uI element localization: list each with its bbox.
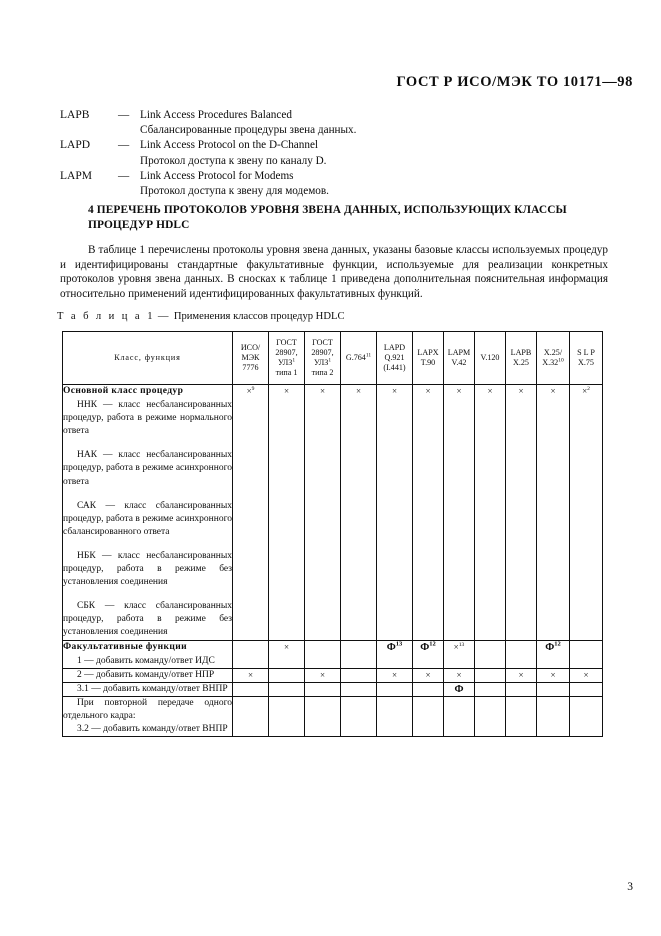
mark-glyph: × [518, 669, 524, 680]
column-header-gost-28907-type2 [305, 332, 341, 385]
cell-opt31-v120 [475, 682, 506, 696]
mark-glyph: × [283, 641, 290, 652]
mark-glyph: × [425, 669, 431, 680]
header-line: 28907, [311, 347, 334, 357]
cell-opt2-lapm-v42 [444, 668, 475, 682]
row-label-opt-32: 3.2 — добавить команду/ответ ВНПР [77, 724, 228, 735]
mark-glyph: × [283, 386, 290, 396]
header-superscript: 10 [558, 357, 564, 364]
mark-glyph: × [456, 386, 462, 396]
header-line: S L P [577, 347, 595, 357]
column-header-lapb-x25 [506, 332, 537, 385]
section-paragraph: В таблице 1 перечислены протоколы уровня звена данных, указаны базовые классы используемых процедур и идентифицированы стандартные факультативные функции, используемые для реализации конкретных протоколов уровня звена данных. В сносках к таблице 1 приведена дополнительная пояснительная информация относительно применений идентифицированных факультативных функций. [60, 244, 608, 300]
table-row [63, 640, 603, 668]
header-line: Класс, функция [114, 352, 181, 362]
cell-opt32-gost-type1 [269, 696, 305, 736]
header-line: X.75 [578, 358, 594, 367]
row-label-opt-32-lead: При повторной передаче одного отдельного кадра: [63, 697, 232, 721]
cell-cak-gost-type2 [305, 385, 341, 641]
cell-opt2-lapx-t90 [413, 668, 444, 682]
table-row [63, 668, 603, 682]
cell-opt32-x25-x32 [537, 696, 570, 736]
cell-opt1-lapb-x25 [506, 640, 537, 668]
cell-opt31-g764 [341, 682, 377, 696]
row-label-nbk: НБК — класс несбалансированных процедур, работа в режиме без установления соединения [63, 550, 232, 588]
abbreviation-english: Link Access Protocol on the D-Channel [140, 139, 319, 152]
cell-opt2-gost-type1 [269, 668, 305, 682]
mark-glyph: Ф [545, 641, 555, 653]
cell-opt2-lapb-x25 [506, 668, 537, 682]
cell-opt1-iso7776 [233, 640, 269, 668]
mark-glyph: × [518, 386, 524, 396]
column-header-lapx-t90 [413, 332, 444, 385]
cell-opt32-lapd-q921 [377, 696, 413, 736]
mark-glyph: × [391, 669, 398, 680]
column-header-class-function [63, 332, 233, 385]
standard-number-header: ГОСТ Р ИСО/МЭК ТО 10171—98 [396, 74, 633, 90]
abbreviation-term: LAPD [60, 139, 91, 152]
header-line [306, 358, 339, 368]
header-line: ГОСТ [276, 337, 297, 347]
column-header-g764 [341, 332, 377, 385]
cell-opt31-iso7776 [233, 682, 269, 696]
abbreviation-dash: — [118, 109, 130, 121]
cell-opt32-lapm-v42 [444, 696, 475, 736]
column-header-gost-28907-type1 [269, 332, 305, 385]
group-title: Факультативные функции [63, 641, 188, 652]
row-label-opt-31: 3.1 — добавить команду/ответ ВНПР [77, 683, 228, 694]
row-label-nnk: ННК — класс несбалансированных процедур, работа в режиме нормального ответа [63, 400, 232, 437]
column-header-lapm-v42 [444, 332, 475, 385]
mark-superscript: 12 [554, 640, 561, 647]
row-label-cak: САК — класс сбалансированных процедур, работа в режиме асинхронного сбалансированного ответа [63, 500, 232, 537]
table-header-row [63, 332, 603, 385]
row-label-optional-2 [63, 668, 233, 682]
mark-glyph: Ф [386, 641, 396, 653]
cell-opt1-lapm-v42 [444, 640, 475, 668]
mark-glyph: × [453, 641, 459, 652]
mark-glyph: × [319, 386, 326, 396]
header-line [270, 358, 303, 368]
header-line: 28907, [275, 347, 298, 357]
header-line: X.25/ [543, 347, 563, 357]
mark-superscript: 12 [429, 640, 436, 647]
header-text: X.32 [542, 358, 559, 367]
row-label-basic-classes [63, 385, 233, 641]
mark-superscript: 2 [587, 386, 590, 392]
abbreviation-russian: Сбалансированные процедуры звена данных. [140, 124, 357, 137]
abbreviation-entry [60, 108, 620, 138]
cell-opt2-v120 [475, 668, 506, 682]
header-line: ИСО/ [240, 342, 261, 352]
cell-opt1-g764 [341, 640, 377, 668]
mark-glyph: Ф [454, 683, 464, 695]
cell-opt2-slp-x75 [570, 668, 603, 682]
header-line: LAPD [383, 342, 406, 352]
row-label-sbk: СБК — класс сбалансированных процедур, работа в режиме без установления соединения [63, 601, 232, 638]
table-row [63, 385, 603, 641]
mark-glyph: × [391, 386, 398, 396]
header-line: LAPX [417, 347, 439, 357]
cell-opt1-lapd-q921 [377, 640, 413, 668]
cell-opt1-x25-x32 [537, 640, 570, 668]
table-caption-prefix: Т а б л и ц а [57, 311, 142, 322]
table-row [63, 682, 603, 696]
abbreviation-dash: — [118, 169, 130, 182]
column-header-iso-iec-7776 [233, 332, 269, 385]
mark-glyph: × [550, 386, 556, 396]
column-header-lapd-q921 [377, 332, 413, 385]
cell-opt32-g764 [341, 696, 377, 736]
cell-opt1-lapx-t90 [413, 640, 444, 668]
header-line: X.25 [513, 358, 529, 367]
mark-superscript: 13 [395, 640, 403, 647]
cell-cak-x25-x32 [537, 385, 570, 641]
row-label-opt-2: 2 — добавить команду/ответ НПР [77, 669, 215, 680]
mark-glyph: × [550, 669, 556, 680]
header-line: (I.441) [383, 363, 406, 373]
header-superscript: 11 [365, 352, 372, 359]
abbreviation-russian: Протокол доступа к звену по каналу D. [140, 154, 327, 167]
page-number: 3 [627, 881, 633, 893]
header-superscript: 1 [292, 357, 296, 364]
mark-glyph: × [319, 669, 326, 680]
mark-glyph: × [582, 386, 588, 396]
section-heading-line-2: ПРОЦЕДУР HDLC [88, 218, 190, 231]
header-line: LAPM [447, 347, 471, 357]
cell-sbk-gost-type1 [269, 385, 305, 641]
mark-glyph: × [425, 386, 431, 396]
abbreviation-russian: Протокол доступа к звену для модемов. [140, 185, 329, 198]
column-header-x25-x32 [537, 332, 570, 385]
cell-opt31-lapm-v42 [444, 682, 475, 696]
cell-opt1-v120 [475, 640, 506, 668]
cell-opt31-x25-x32 [537, 682, 570, 696]
cell-cak-lapm-v42 [444, 385, 475, 641]
cell-opt31-slp-x75 [570, 682, 603, 696]
column-header-slp-x75 [570, 332, 603, 385]
row-label-opt-1: 1 — добавить команду/ответ ИДС [77, 655, 215, 666]
cell-opt32-gost-type2 [305, 696, 341, 736]
mark-glyph: × [355, 386, 362, 396]
cell-opt1-gost-type1 [269, 640, 305, 668]
cell-opt31-gost-type2 [305, 682, 341, 696]
row-label-optional-31 [63, 682, 233, 696]
mark-superscript: 13 [458, 641, 465, 648]
header-line [538, 358, 568, 368]
cell-opt2-g764 [341, 668, 377, 682]
header-line: типа 2 [311, 368, 334, 378]
abbreviation-entry [60, 169, 620, 199]
group-title: Основной класс процедур [63, 386, 184, 396]
cell-opt32-v120 [475, 696, 506, 736]
header-line: LAPB [510, 347, 532, 357]
abbreviation-term: LAPB [60, 109, 90, 121]
mark-glyph: × [247, 669, 254, 680]
table-caption [57, 311, 345, 322]
header-line: V.120 [480, 352, 500, 362]
cell-opt2-x25-x32 [537, 668, 570, 682]
cell-opt32-slp-x75 [570, 696, 603, 736]
header-line [342, 353, 375, 363]
row-label-hak: НАК — класс несбалансированных процедур, работа в режиме асинхронного ответа [63, 450, 232, 487]
cell-cak-lapx-t90 [413, 385, 444, 641]
row-label-optional-32 [63, 696, 233, 736]
header-line: Q.921 [384, 352, 405, 362]
cell-sbk-g764 [341, 385, 377, 641]
cell-opt31-lapb-x25 [506, 682, 537, 696]
header-text: G.764 [345, 352, 366, 362]
cell-cak-slp-x75 [570, 385, 603, 641]
abbreviation-english: Link Access Protocol for Modems [140, 169, 294, 182]
cell-opt32-iso7776 [233, 696, 269, 736]
abbreviation-term: LAPM [60, 169, 92, 182]
cell-opt32-lapb-x25 [506, 696, 537, 736]
mark-superscript: 9 [251, 386, 255, 392]
hdlc-applications-table [62, 331, 602, 737]
cell-opt2-iso7776 [233, 668, 269, 682]
cell-opt31-lapd-q921 [377, 682, 413, 696]
cell-opt31-lapx-t90 [413, 682, 444, 696]
header-line: типа 1 [275, 368, 298, 378]
header-line: МЭК [241, 352, 260, 362]
cell-cak-iso7776 [233, 385, 269, 641]
abbreviation-entry [60, 138, 620, 168]
section-heading-line-1: 4 ПЕРЕЧЕНЬ ПРОТОКОЛОВ УРОВНЯ ЗВЕНА ДАННЫХ, ИСПОЛЬЗУЮЩИХ КЛАССЫ [88, 204, 567, 216]
mark-glyph: × [246, 386, 252, 396]
header-text: УЛЗ [313, 358, 329, 367]
cell-cak-lapd-q921 [377, 385, 413, 641]
abbreviation-english: Link Access Procedures Balanced [140, 109, 292, 121]
table-caption-text: Применения классов процедур HDLC [173, 311, 345, 322]
abbreviation-list [60, 108, 620, 199]
table-caption-number: 1 [147, 311, 153, 322]
mark-glyph: × [487, 386, 493, 396]
cell-opt31-gost-type1 [269, 682, 305, 696]
cell-cak-lapb-x25 [506, 385, 537, 641]
header-line: ГОСТ [312, 337, 333, 347]
header-text: УЛЗ [277, 358, 293, 367]
row-label-optional-1 [63, 640, 233, 668]
cell-opt32-lapx-t90 [413, 696, 444, 736]
cell-cak-v120 [475, 385, 506, 641]
header-line: V.42 [451, 358, 467, 367]
header-line: T.90 [420, 358, 436, 367]
cell-opt2-gost-type2 [305, 668, 341, 682]
mark-glyph: × [456, 669, 462, 680]
column-header-v120 [475, 332, 506, 385]
table-caption-dash: — [157, 311, 169, 322]
abbreviation-dash: — [118, 139, 130, 152]
header-superscript: 1 [328, 357, 332, 364]
header-line: 7776 [242, 363, 259, 373]
cell-opt1-slp-x75 [570, 640, 603, 668]
cell-opt2-lapd-q921 [377, 668, 413, 682]
cell-opt1-gost-type2 [305, 640, 341, 668]
table-row [63, 696, 603, 736]
section-heading [88, 203, 603, 232]
mark-glyph: Ф [420, 641, 430, 653]
mark-glyph: × [583, 669, 589, 680]
